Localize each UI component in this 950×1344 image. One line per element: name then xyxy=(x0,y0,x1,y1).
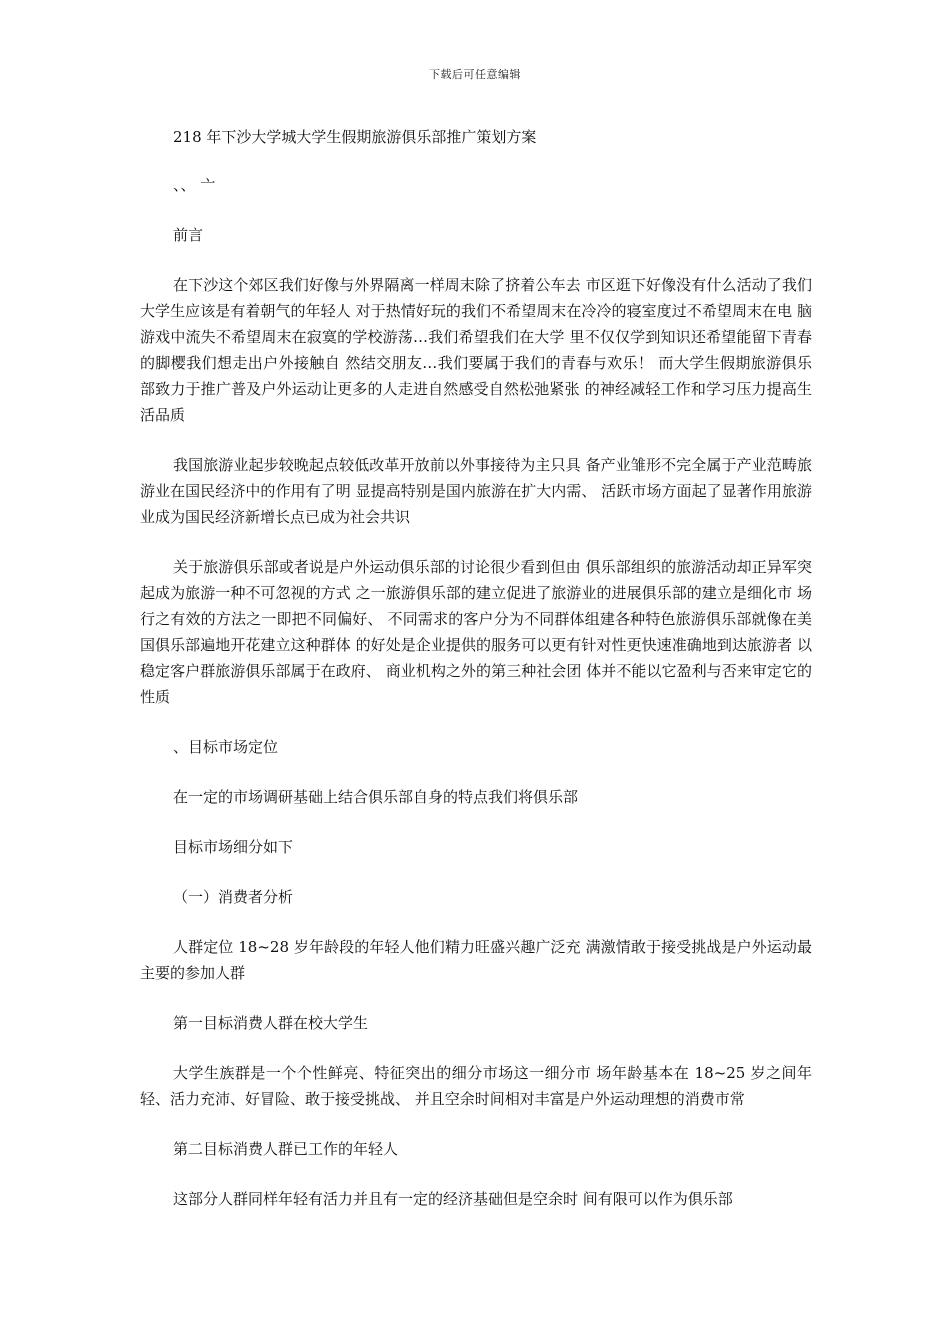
paragraph-club: 关于旅游俱乐部或者说是户外运动俱乐部的讨论很少看到但由 俱乐部组织的旅游活动却正异军突起成为旅游一种不可忽视的方式 之一旅游俱乐部的建立促进了旅游业的进展俱乐部的建立是细化市 场行之有效的方法之一即把不同偏好、 不同需求的客户分为不同群体组建各种特色旅游俱乐部就像在美国俱乐部遍地开花建立这种群体 的好处是企业提供的服务可以更有针对性更快速准确地到达旅游者 以稳定客户群旅游俱乐部属于在政府、 商业机构之外的第三种社会团 体并不能以它盈利与否来审定它的性质 xyxy=(140,558,812,706)
paragraph-industry: 我国旅游业起步较晚起点较低改革开放前以外事接待为主只具 备产业雏形不完全属于产业范畴旅游业在国民经济中的作用有了明 显提高特别是国内旅游在扩大内需、 活跃市场方面起了显著作用旅游 业成为国民经济新增长点已成为社会共识 xyxy=(140,456,812,526)
paragraph-young-workers: 这部分人群同样年轻有活力并且有一定的经济基础但是空余时 间有限可以作为俱乐部 xyxy=(173,1190,733,1208)
subheading-second-target: 第二目标消费人群已工作的年轻人 xyxy=(173,1140,399,1158)
subheading-first-target: 第一目标消费人群在校大学生 xyxy=(173,1014,369,1032)
paragraph-students: 大学生族群是一个个性鲜亮、特征突出的细分市场这一细分市 场年龄基本在 18~25 岁之间年轻、活力充沛、好冒险、敢于接受挑战、 并且空余时间相对丰富是户外运动理想的消费市常 xyxy=(140,1064,812,1108)
page-header: 下载后可任意编辑 xyxy=(429,68,521,81)
paragraph-audience: 人群定位 18~28 岁年龄段的年轻人他们精力旺盛兴趣广泛充 满激情敢于接受挑战是户外运动最主要的参加人群 xyxy=(140,938,812,982)
paragraph-market-basis: 在一定的市场调研基础上结合俱乐部自身的特点我们将俱乐部 xyxy=(173,788,579,806)
paragraph-intro: 在下沙这个郊区我们好像与外界隔离一样周末除了挤着公车去 市区逛下好像没有什么活动了我们大学生应该是有着朝气的年轻人 对于热情好玩的我们不希望周末在冷冷的寝室度过不希望周末在电 脑游戏中流失不希望周末在寂寞的学校游荡…我们希望我们在大学 里不仅仅学到知识还希望能留下青春的脚樱我们想走出户外接触自 然结交朋友…我们要属于我们的青春与欢乐！ 而大学生假期旅游俱乐 部致力于推广普及户外运动让更多的人走进自然感受自然松弛紧张 的神经减轻工作和学习压力提高生活品质 xyxy=(140,276,812,424)
document-body xyxy=(140,124,812,1236)
section-marker: 、、 亠 xyxy=(173,176,216,194)
document-title: 218 年下沙大学城大学生假期旅游俱乐部推广策划方案 xyxy=(173,128,537,146)
section-heading-preface: 前言 xyxy=(173,226,204,244)
subsection-heading-consumer: （一）消费者分析 xyxy=(173,888,294,906)
paragraph-segmentation: 目标市场细分如下 xyxy=(173,838,294,856)
section-heading-target-market: 、目标市场定位 xyxy=(173,738,279,756)
